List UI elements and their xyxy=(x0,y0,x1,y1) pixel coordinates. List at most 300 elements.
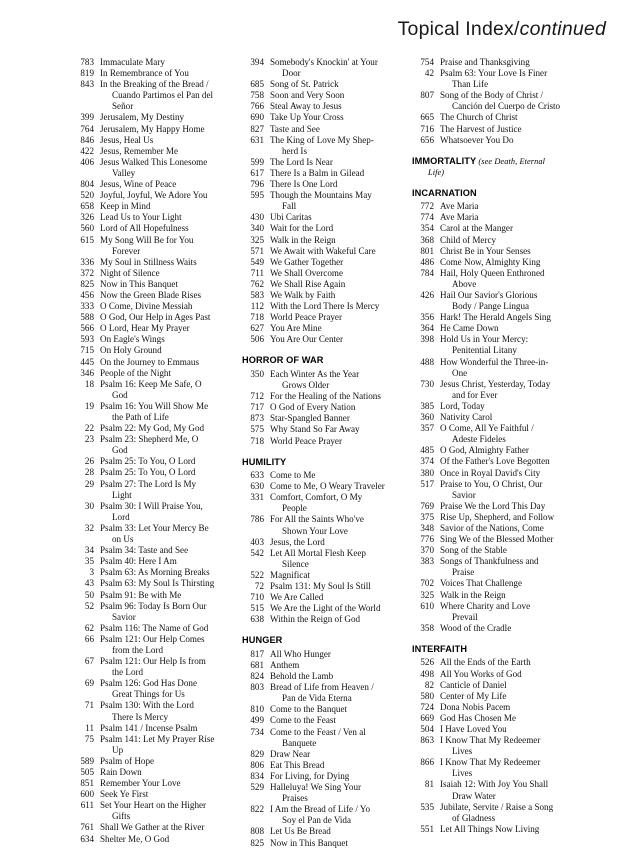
index-entry[interactable] xyxy=(72,334,232,345)
entry-number: 595 xyxy=(250,190,264,201)
section-heading xyxy=(242,457,402,468)
index-entry[interactable] xyxy=(72,656,232,678)
index-entry[interactable] xyxy=(72,678,232,700)
entry-number: 32 xyxy=(84,522,94,533)
entry-title xyxy=(440,323,572,334)
entry-title-line: We Are the Light of the World xyxy=(270,603,381,614)
index-entry[interactable] xyxy=(72,623,232,634)
entry-title xyxy=(440,590,572,601)
entry-number: 364 xyxy=(420,323,434,334)
entry-title xyxy=(270,470,402,481)
entry-title xyxy=(100,124,232,135)
entry-title xyxy=(100,767,232,778)
entry-title-wrap-line: Pan de Vida Eterna xyxy=(282,693,352,704)
index-entry[interactable] xyxy=(412,779,572,801)
entry-number: 807 xyxy=(420,90,434,101)
index-entry[interactable] xyxy=(242,649,402,660)
entry-title xyxy=(100,656,232,678)
entry-title-line: Jesus Christ, Yesterday, Today xyxy=(440,378,551,389)
entry-title xyxy=(440,423,572,445)
entry-number: 638 xyxy=(250,614,264,625)
index-entry[interactable] xyxy=(242,323,402,334)
index-entry[interactable] xyxy=(412,713,572,724)
entry-title xyxy=(270,402,402,413)
entry-number: 630 xyxy=(250,481,264,492)
index-entry[interactable] xyxy=(242,179,402,190)
entry-title xyxy=(270,614,402,625)
entry-title-wrap-line: Shown Your Love xyxy=(282,525,348,536)
entry-number: 764 xyxy=(80,123,94,134)
entry-number: 580 xyxy=(420,690,434,701)
index-entry[interactable] xyxy=(242,715,402,726)
index-entry[interactable] xyxy=(412,235,572,246)
index-entry[interactable] xyxy=(412,212,572,223)
entry-title-line: Jesus Walked This Lonesome xyxy=(100,156,208,167)
index-entry[interactable] xyxy=(412,412,572,423)
index-entry[interactable] xyxy=(412,724,572,735)
index-entry[interactable] xyxy=(242,57,402,79)
entry-title xyxy=(270,682,402,704)
entry-title xyxy=(100,223,232,234)
index-entry[interactable] xyxy=(242,760,402,771)
index-entry[interactable] xyxy=(72,112,232,123)
entry-number: 690 xyxy=(250,112,264,123)
index-entry[interactable] xyxy=(72,379,232,401)
index-entry[interactable] xyxy=(412,334,572,356)
index-entry[interactable] xyxy=(242,90,402,101)
entry-title-line: Joyful, Joyful, We Adore You xyxy=(100,190,208,201)
index-entry[interactable] xyxy=(242,727,402,749)
index-entry[interactable] xyxy=(242,826,402,837)
entry-title xyxy=(270,257,402,268)
entry-number: 583 xyxy=(250,289,264,300)
index-entry[interactable] xyxy=(242,581,402,592)
entry-title xyxy=(440,534,572,545)
entry-title-wrap-line: Lord xyxy=(112,511,130,522)
entry-title xyxy=(270,301,402,312)
index-entry[interactable] xyxy=(412,556,572,578)
index-entry[interactable] xyxy=(72,401,232,423)
index-entry[interactable] xyxy=(72,212,232,223)
index-entry[interactable] xyxy=(242,537,402,548)
entry-title-line: Seek Ye First xyxy=(100,789,149,800)
index-entry[interactable] xyxy=(412,112,572,123)
index-entry[interactable] xyxy=(412,135,572,146)
entry-title-line: Psalm 40: Here I Am xyxy=(100,556,177,567)
entry-title-line: O God of Every Nation xyxy=(270,402,356,413)
entry-title xyxy=(440,713,572,724)
index-entry[interactable] xyxy=(242,413,402,424)
index-entry[interactable] xyxy=(412,456,572,467)
index-entry[interactable] xyxy=(242,481,402,492)
entry-number: 761 xyxy=(80,822,94,833)
index-entry[interactable] xyxy=(412,423,572,445)
index-entry[interactable] xyxy=(242,704,402,715)
index-entry[interactable] xyxy=(242,592,402,603)
entry-title xyxy=(440,680,572,691)
index-entry[interactable] xyxy=(72,467,232,478)
entry-number: 28 xyxy=(84,467,94,478)
entry-title-wrap-line: Light xyxy=(112,489,132,500)
entry-title xyxy=(440,201,572,212)
index-entry[interactable] xyxy=(242,112,402,123)
entry-number: 817 xyxy=(250,648,264,659)
entry-number: 30 xyxy=(84,500,94,511)
entry-title xyxy=(100,423,232,434)
entry-number: 863 xyxy=(420,735,434,746)
index-entry[interactable] xyxy=(72,700,232,722)
index-entry[interactable] xyxy=(72,789,232,800)
entry-number: 399 xyxy=(80,112,94,123)
index-entry[interactable] xyxy=(72,135,232,146)
section-heading-label: HUNGER xyxy=(242,635,283,646)
page-title-continued: continued xyxy=(519,18,606,40)
index-entry[interactable] xyxy=(72,734,232,756)
index-entry[interactable] xyxy=(242,157,402,168)
index-entry[interactable] xyxy=(242,782,402,804)
entry-number: 394 xyxy=(250,57,264,67)
entry-title-line: Where Charity and Love xyxy=(440,600,531,611)
entry-number: 326 xyxy=(80,212,94,223)
entry-title-line: Christ Be in Your Senses xyxy=(440,245,531,256)
index-entry[interactable] xyxy=(242,682,402,704)
index-entry[interactable] xyxy=(242,257,402,268)
index-entry[interactable] xyxy=(242,334,402,345)
index-entry[interactable] xyxy=(72,778,232,789)
index-entry[interactable] xyxy=(242,436,402,447)
entry-title xyxy=(270,570,402,581)
index-entry[interactable] xyxy=(412,223,572,234)
index-entry[interactable] xyxy=(242,79,402,90)
entry-title-line: Immaculate Mary xyxy=(100,57,165,67)
section-heading-label: INCARNATION xyxy=(412,187,477,198)
index-entry[interactable] xyxy=(242,492,402,514)
index-entry[interactable] xyxy=(242,124,402,135)
entry-number: 34 xyxy=(84,545,94,556)
index-entry[interactable] xyxy=(412,757,572,779)
index-entry[interactable] xyxy=(242,212,402,223)
index-entry[interactable] xyxy=(242,290,402,301)
entry-title xyxy=(100,345,232,356)
entry-title xyxy=(270,279,402,290)
entry-title xyxy=(100,235,232,257)
index-entry[interactable] xyxy=(242,771,402,782)
entry-number: 26 xyxy=(84,456,94,467)
index-entry[interactable] xyxy=(72,434,232,456)
index-entry[interactable] xyxy=(412,802,572,824)
entry-title-line: Song of the Stable xyxy=(440,545,507,556)
entry-title-line: All the Ends of the Earth xyxy=(440,657,531,668)
entry-title-line: Psalm 91: Be with Me xyxy=(100,589,182,600)
entry-title-line: We Shall Overcome xyxy=(270,267,344,278)
entry-title-line: I Am the Bread of Life / Yo xyxy=(270,804,371,815)
index-entry[interactable] xyxy=(412,290,572,312)
entry-title xyxy=(270,727,402,749)
entry-title-line: The Church of Christ xyxy=(440,112,518,123)
entry-number: 486 xyxy=(420,256,434,267)
entry-number: 112 xyxy=(250,301,264,312)
index-entry[interactable] xyxy=(242,424,402,435)
entry-number: 75 xyxy=(84,733,94,744)
entry-number: 22 xyxy=(84,423,94,434)
entry-title-line: People of the Night xyxy=(100,367,171,378)
entry-title-line: Psalm 126: God Has Done xyxy=(100,678,197,689)
index-entry[interactable] xyxy=(72,501,232,523)
index-entry[interactable] xyxy=(72,834,232,845)
entry-title-line: Rain Down xyxy=(100,767,142,777)
entry-title-line: Eat This Bread xyxy=(270,759,325,770)
entry-number: 348 xyxy=(420,522,434,533)
index-entry[interactable] xyxy=(242,660,402,671)
index-entry[interactable] xyxy=(412,312,572,323)
index-entry[interactable] xyxy=(412,501,572,512)
index-entry[interactable] xyxy=(412,590,572,601)
entry-title-line: Taste and See xyxy=(270,123,320,134)
entry-number: 571 xyxy=(250,245,264,256)
index-entry[interactable] xyxy=(412,578,572,589)
index-entry[interactable] xyxy=(412,657,572,668)
entry-title xyxy=(270,90,402,101)
entry-title-line: Take Up Your Cross xyxy=(270,112,344,123)
index-entry[interactable] xyxy=(412,702,572,713)
entry-number: 724 xyxy=(420,701,434,712)
index-entry[interactable] xyxy=(412,512,572,523)
index-entry[interactable] xyxy=(412,401,572,412)
entry-number: 325 xyxy=(250,234,264,245)
index-entry[interactable] xyxy=(72,357,232,368)
entry-number: 834 xyxy=(250,770,264,781)
index-entry[interactable] xyxy=(412,601,572,623)
entry-title xyxy=(100,201,232,212)
entry-title-wrap-line: Lives xyxy=(452,746,473,757)
index-entry[interactable] xyxy=(412,357,572,379)
index-entry[interactable] xyxy=(412,680,572,691)
entry-number: 67 xyxy=(84,656,94,667)
index-entry[interactable] xyxy=(242,268,402,279)
index-entry[interactable] xyxy=(242,470,402,481)
entry-title-line: Song of the Body of Christ / xyxy=(440,90,544,101)
entry-title xyxy=(100,212,232,223)
section-heading-label: INTERFAITH xyxy=(412,643,468,654)
entry-title xyxy=(440,702,572,713)
index-entry[interactable] xyxy=(72,190,232,201)
index-entry[interactable] xyxy=(72,523,232,545)
entry-title-line: Carol at the Manger xyxy=(440,223,513,234)
entry-title-wrap-line: Draw Water xyxy=(452,790,496,801)
entry-title-line: Psalm 96: Today Is Born Our xyxy=(100,600,207,611)
index-entry[interactable] xyxy=(242,402,402,413)
index-entry[interactable] xyxy=(242,101,402,112)
entry-title-line: Lord, Today xyxy=(440,400,485,411)
entry-number: 825 xyxy=(80,278,94,289)
index-entry[interactable] xyxy=(72,201,232,212)
entry-title-line: All You Works of God xyxy=(440,668,522,679)
entry-title xyxy=(100,634,232,656)
index-entry[interactable] xyxy=(72,822,232,833)
index-entry[interactable] xyxy=(72,368,232,379)
entry-title-line: Psalm 30: I Will Praise You, xyxy=(100,500,203,511)
index-entry[interactable] xyxy=(72,590,232,601)
index-entry[interactable] xyxy=(242,614,402,625)
index-entry[interactable] xyxy=(412,268,572,290)
index-entry[interactable] xyxy=(242,391,402,402)
index-entry[interactable] xyxy=(242,168,402,179)
entry-title-line: We Are Called xyxy=(270,592,324,603)
index-entry[interactable] xyxy=(242,838,402,849)
index-entry[interactable] xyxy=(242,246,402,257)
index-entry[interactable] xyxy=(412,623,572,634)
entry-number: 634 xyxy=(80,833,94,844)
index-entry[interactable] xyxy=(72,578,232,589)
index-entry[interactable] xyxy=(72,79,232,112)
index-entry[interactable] xyxy=(72,235,232,257)
index-entry[interactable] xyxy=(72,223,232,234)
index-entry[interactable] xyxy=(72,545,232,556)
entry-title-line: Each Winter As the Year xyxy=(270,368,360,379)
index-entry[interactable] xyxy=(72,567,232,578)
index-entry[interactable] xyxy=(72,456,232,467)
index-entry[interactable] xyxy=(412,534,572,545)
entry-title xyxy=(270,391,402,402)
index-entry[interactable] xyxy=(72,257,232,268)
index-entry[interactable] xyxy=(72,767,232,778)
index-entry[interactable] xyxy=(72,323,232,334)
index-entry[interactable] xyxy=(72,68,232,79)
entry-title-line: O God, Almighty Father xyxy=(440,445,529,456)
entry-title-line: Within the Reign of God xyxy=(270,614,361,625)
entry-number: 11 xyxy=(85,722,94,733)
index-entry[interactable] xyxy=(72,601,232,623)
entry-title-line: How Wonderful the Three-in- xyxy=(440,356,549,367)
entry-title xyxy=(270,649,402,660)
index-entry[interactable] xyxy=(412,246,572,257)
index-entry[interactable] xyxy=(242,279,402,290)
index-entry[interactable] xyxy=(72,179,232,190)
entry-title-line: Come to the Banquet xyxy=(270,704,348,715)
entry-title-wrap-line: Body / Pange Lingua xyxy=(452,301,530,312)
index-entry[interactable] xyxy=(72,423,232,434)
index-entry[interactable] xyxy=(412,257,572,268)
index-entry[interactable] xyxy=(242,749,402,760)
entry-title-line: Jesus, Wine of Peace xyxy=(100,179,177,190)
entry-number: 403 xyxy=(250,536,264,547)
index-entry[interactable] xyxy=(412,124,572,135)
index-entry[interactable] xyxy=(72,279,232,290)
entry-number: 829 xyxy=(250,748,264,759)
index-entry[interactable] xyxy=(242,235,402,246)
entry-title xyxy=(270,804,402,826)
entry-title-line: Keep in Mind xyxy=(100,201,151,212)
index-entry[interactable] xyxy=(412,691,572,702)
entry-title xyxy=(100,523,232,545)
entry-title-wrap-line: Up xyxy=(112,744,124,755)
index-entry[interactable] xyxy=(412,323,572,334)
index-entry[interactable] xyxy=(72,756,232,767)
entry-number: 406 xyxy=(80,156,94,167)
entry-number: 801 xyxy=(420,245,434,256)
entry-title xyxy=(440,57,572,68)
index-entry[interactable] xyxy=(242,223,402,234)
index-entry[interactable] xyxy=(72,57,232,68)
entry-number: 520 xyxy=(80,190,94,201)
index-entry[interactable] xyxy=(242,514,402,536)
entry-title xyxy=(270,760,402,771)
index-entry[interactable] xyxy=(412,824,572,835)
entry-title xyxy=(270,826,402,837)
index-entry[interactable] xyxy=(242,301,402,312)
entry-title-line: Psalm of Hope xyxy=(100,755,155,766)
index-entry[interactable] xyxy=(412,468,572,479)
index-entry[interactable] xyxy=(242,671,402,682)
entry-title-line: Whatsoever You Do xyxy=(440,134,514,145)
entry-number: 52 xyxy=(84,600,94,611)
index-entry[interactable] xyxy=(72,345,232,356)
index-entry[interactable] xyxy=(242,369,402,391)
index-entry[interactable] xyxy=(412,669,572,680)
index-entry[interactable] xyxy=(72,157,232,179)
entry-title xyxy=(270,749,402,760)
entry-title-line: Jerusalem, My Destiny xyxy=(100,112,185,123)
index-entry[interactable] xyxy=(412,379,572,401)
page-title xyxy=(398,18,606,41)
index-entry[interactable] xyxy=(412,735,572,757)
index-entry[interactable] xyxy=(412,445,572,456)
entry-title xyxy=(270,492,402,514)
entry-number: 499 xyxy=(250,715,264,726)
index-entry[interactable] xyxy=(242,312,402,323)
index-entry[interactable] xyxy=(72,312,232,323)
entry-title-line: Once in Royal David's City xyxy=(440,467,541,478)
index-entry[interactable] xyxy=(242,804,402,826)
index-entry[interactable] xyxy=(242,548,402,570)
index-entry[interactable] xyxy=(72,800,232,822)
index-entry[interactable] xyxy=(72,124,232,135)
entry-title-line: Psalm 25: To You, O Lord xyxy=(100,467,196,478)
index-entry[interactable] xyxy=(72,290,232,301)
index-entry[interactable] xyxy=(412,90,572,112)
index-entry[interactable] xyxy=(412,201,572,212)
index-entry[interactable] xyxy=(412,523,572,534)
index-entry[interactable] xyxy=(412,57,572,68)
entry-title xyxy=(100,479,232,501)
entry-number: 19 xyxy=(84,400,94,411)
entry-title-wrap-line: Savior xyxy=(452,489,476,500)
entry-number: 734 xyxy=(250,726,264,737)
index-entry[interactable] xyxy=(72,634,232,656)
index-entry[interactable] xyxy=(412,68,572,90)
index-entry[interactable] xyxy=(72,146,232,157)
entry-title-line: Child of Mercy xyxy=(440,234,497,245)
index-entry[interactable] xyxy=(242,135,402,157)
index-entry[interactable] xyxy=(72,301,232,312)
entry-number: 360 xyxy=(420,412,434,423)
index-entry[interactable] xyxy=(412,545,572,556)
index-entry[interactable] xyxy=(72,723,232,734)
index-entry[interactable] xyxy=(242,190,402,212)
entry-title-line: Set Your Heart on the Higher xyxy=(100,800,207,811)
index-entry[interactable] xyxy=(412,479,572,501)
index-entry[interactable] xyxy=(72,556,232,567)
index-entry[interactable] xyxy=(242,570,402,581)
entry-title-wrap-line: Valley xyxy=(112,167,136,178)
entry-title-line: In the Breaking of the Bread / xyxy=(100,79,209,90)
index-entry[interactable] xyxy=(72,268,232,279)
entry-title-line: Draw Near xyxy=(270,748,311,759)
entry-title xyxy=(100,501,232,523)
entry-number: 710 xyxy=(250,592,264,603)
index-entry[interactable] xyxy=(72,479,232,501)
index-entry[interactable] xyxy=(242,603,402,614)
